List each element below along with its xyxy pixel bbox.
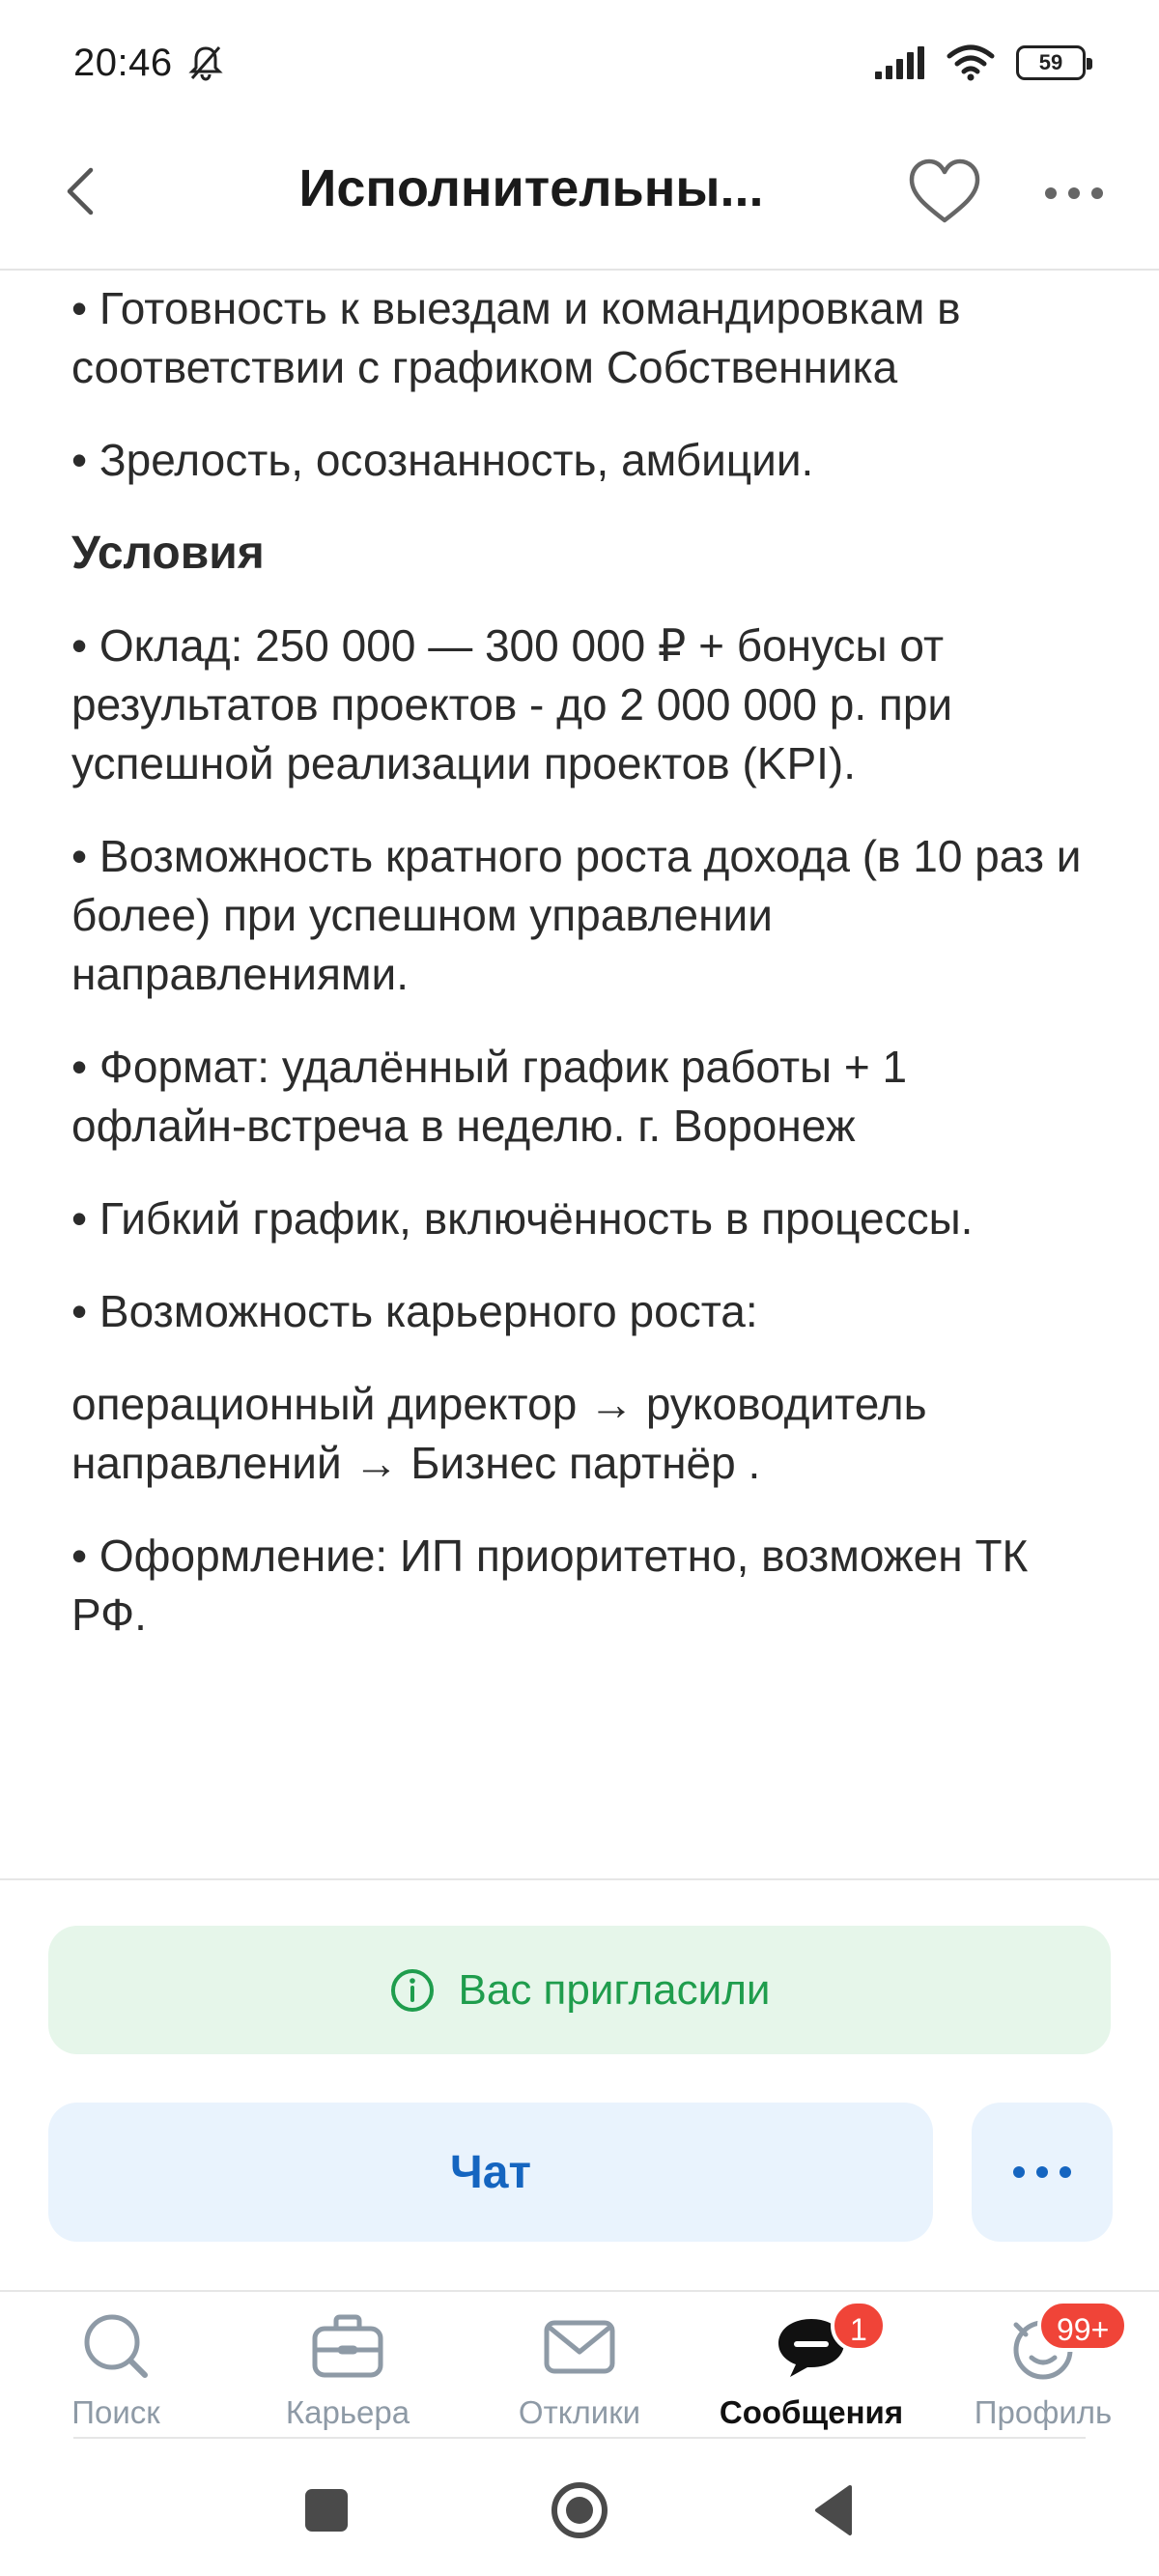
divider bbox=[0, 1878, 1159, 1880]
description-paragraph: • Гибкий график, включённость в процессы. bbox=[71, 1193, 974, 1244]
chevron-left-icon[interactable] bbox=[54, 162, 112, 220]
description-paragraph: • Готовность к выездам и командировкам в соответствии с графиком Собственника bbox=[71, 283, 961, 392]
battery-level: 59 bbox=[1038, 50, 1063, 74]
description-paragraph: • Возможность карьерного роста: bbox=[71, 1286, 758, 1336]
heart-outline-icon[interactable] bbox=[908, 157, 981, 226]
more-horizontal-icon bbox=[1011, 2162, 1073, 2182]
invited-status-banner bbox=[48, 1926, 1111, 2054]
nav-item-profile[interactable] bbox=[927, 2292, 1159, 2437]
nav-item-messages[interactable] bbox=[695, 2292, 927, 2437]
mail-icon bbox=[541, 2311, 618, 2381]
nav-label: Отклики bbox=[518, 2394, 641, 2430]
section-title: Условия bbox=[71, 528, 265, 579]
nav-label: Профиль bbox=[974, 2394, 1113, 2430]
back-icon[interactable] bbox=[804, 2479, 865, 2541]
page-title: Исполнительны... bbox=[298, 159, 764, 217]
status-right bbox=[873, 44, 1086, 81]
nav-label: Сообщения bbox=[719, 2394, 904, 2430]
description-paragraph: • Зрелость, осознанность, амбиции. bbox=[71, 435, 814, 485]
messages-badge: 1 bbox=[831, 2300, 887, 2352]
nav-item-search[interactable] bbox=[0, 2292, 232, 2437]
recent-apps-icon[interactable] bbox=[296, 2479, 357, 2541]
nav-item-responses[interactable] bbox=[464, 2292, 695, 2437]
nav-label: Карьера bbox=[285, 2394, 410, 2430]
chat-more-button[interactable] bbox=[972, 2103, 1113, 2242]
description-paragraph: • Оклад: 250 000 — 300 000 ₽ + бонусы от результатов проектов - до 2 000 000 р. при успешной реализации проектов (KPI). bbox=[71, 620, 953, 788]
signal-icon bbox=[873, 46, 925, 79]
invited-text: Вас пригласили bbox=[458, 1965, 771, 2014]
bell-off-icon bbox=[186, 43, 225, 82]
nav-label: Поиск bbox=[71, 2394, 160, 2430]
description-paragraph: • Оформление: ИП приоритетно, возможен ТК РФ. bbox=[71, 1531, 1029, 1640]
profile-badge: 99+ bbox=[1037, 2300, 1128, 2352]
status-left bbox=[73, 42, 225, 85]
system-nav-bar bbox=[0, 2445, 1159, 2576]
nav-item-career[interactable] bbox=[232, 2292, 464, 2437]
app-header bbox=[0, 106, 1159, 271]
home-icon[interactable] bbox=[549, 2479, 610, 2541]
chat-button[interactable]: Чат bbox=[48, 2103, 933, 2242]
status-time: 20:46 bbox=[73, 41, 173, 84]
description-paragraph: операционный директор → руководитель направлений → Бизнес партнёр . bbox=[71, 1379, 927, 1488]
vacancy-description[interactable] bbox=[0, 272, 1159, 1878]
battery-icon bbox=[1016, 45, 1086, 80]
more-horizontal-icon[interactable] bbox=[1043, 164, 1105, 222]
divider bbox=[73, 2437, 1086, 2439]
bottom-nav bbox=[0, 2292, 1159, 2437]
description-paragraph: • Формат: удалённый график работы + 1 офлайн-встреча в неделю. г. Воронеж bbox=[71, 1042, 908, 1151]
wifi-icon bbox=[947, 44, 995, 81]
info-circle-icon bbox=[389, 1967, 436, 2014]
briefcase-icon bbox=[309, 2311, 386, 2381]
search-icon bbox=[77, 2311, 155, 2381]
description-paragraph: • Возможность кратного роста дохода (в 10 раз и более) при успешном управлении направлениями. bbox=[71, 831, 1082, 999]
